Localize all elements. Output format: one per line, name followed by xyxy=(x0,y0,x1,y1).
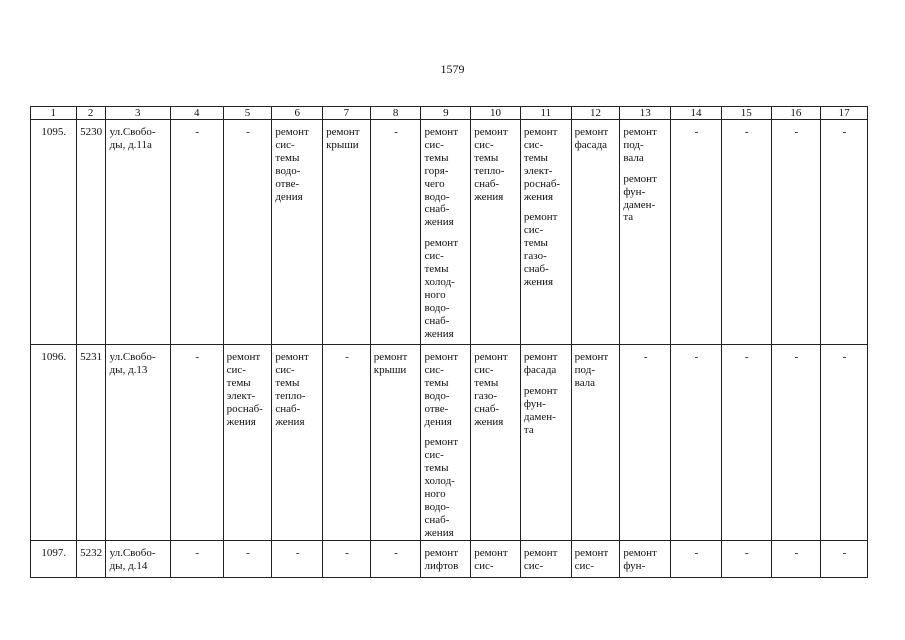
cell-text: - xyxy=(345,351,349,363)
table-cell xyxy=(272,120,323,345)
cell-text: ремонт фун- xyxy=(623,547,657,572)
table-cell xyxy=(323,120,371,345)
cell-text: ремонт сис- темы водо- отве- дения xyxy=(275,126,309,203)
table-cell xyxy=(721,120,771,345)
table-cell xyxy=(821,541,868,578)
table-cell xyxy=(471,541,521,578)
cell-text: ремонт лифтов xyxy=(424,547,459,572)
cell-text: 5230 xyxy=(80,126,103,138)
cell-text: 1097. xyxy=(41,547,67,559)
column-header: 12 xyxy=(571,107,620,120)
cell-text: - xyxy=(744,547,749,559)
cell-text: ремонт сис- xyxy=(574,547,609,572)
table-cell xyxy=(620,120,671,345)
cell-text: ремонт сис- темы водо- отве- дения xyxy=(424,351,459,428)
cell-text: ремонт фасада xyxy=(523,351,558,376)
cell-text: ремонт сис- темы элект- роснаб- жения xyxy=(523,126,561,203)
table-cell xyxy=(821,345,868,541)
table-cell xyxy=(771,120,821,345)
table-cell xyxy=(223,345,272,541)
table-cell xyxy=(31,541,77,578)
cell-text: - xyxy=(246,126,250,138)
table-cell xyxy=(520,345,571,541)
table-cell xyxy=(620,541,671,578)
column-header: 13 xyxy=(620,107,671,120)
table-cell xyxy=(370,120,421,345)
cell-text: ремонт сис- темы тепло- снаб- жения xyxy=(275,351,309,428)
column-header: 14 xyxy=(671,107,722,120)
cell-text: ремонт сис- xyxy=(523,547,558,572)
table-cell xyxy=(421,345,471,541)
cell-text: ремонт сис- темы элект- роснаб- жения xyxy=(226,351,263,428)
table-cell xyxy=(370,541,421,578)
table-cell xyxy=(272,541,323,578)
table-cell xyxy=(421,120,471,345)
table-cell xyxy=(571,120,620,345)
cell-text: ул.Свобо- ды, д.13 xyxy=(109,351,156,376)
cell-text: 5232 xyxy=(80,547,103,559)
table-cell xyxy=(721,345,771,541)
cell-text: ул.Свобо- ды, д.11а xyxy=(109,126,156,151)
cell-text: - xyxy=(694,547,699,559)
cell-text: ремонт под- вала xyxy=(574,351,609,389)
table-cell xyxy=(821,120,868,345)
cell-text: - xyxy=(345,547,349,559)
cell-text: ремонт сис- темы газо- снаб- жения xyxy=(474,351,508,428)
column-header: 2 xyxy=(76,107,105,120)
column-header: 6 xyxy=(272,107,323,120)
column-header: 9 xyxy=(421,107,471,120)
cell-text: - xyxy=(643,351,648,363)
column-header: 3 xyxy=(105,107,170,120)
table-cell xyxy=(721,541,771,578)
column-header: 10 xyxy=(471,107,521,120)
table-cell xyxy=(323,345,371,541)
repair-schedule-table xyxy=(30,106,868,578)
table-cell xyxy=(671,120,722,345)
cell-text: - xyxy=(794,126,799,138)
table-cell xyxy=(105,345,170,541)
table-cell xyxy=(76,345,105,541)
column-header: 7 xyxy=(323,107,371,120)
column-header: 5 xyxy=(223,107,272,120)
cell-text: - xyxy=(744,351,749,363)
cell-text: - xyxy=(842,126,847,138)
table-cell xyxy=(671,345,722,541)
table-cell xyxy=(76,120,105,345)
table-cell xyxy=(272,345,323,541)
table-cell xyxy=(771,541,821,578)
cell-text: - xyxy=(842,547,847,559)
table-cell xyxy=(105,120,170,345)
column-header: 11 xyxy=(520,107,571,120)
table-cell xyxy=(223,120,272,345)
table-cell xyxy=(421,541,471,578)
table-cell xyxy=(520,120,571,345)
table-row xyxy=(31,345,868,541)
cell-text: ремонт крыши xyxy=(373,351,408,376)
cell-text: ремонт фун- дамен- та xyxy=(523,384,558,436)
table-cell xyxy=(571,345,620,541)
cell-text: - xyxy=(295,547,300,559)
column-header: 4 xyxy=(170,107,223,120)
table-cell xyxy=(76,541,105,578)
cell-text: ремонт крыши xyxy=(326,126,360,151)
cell-text: ремонт сис- темы холод- ного водо- снаб- жения xyxy=(424,237,459,340)
cell-text: ремонт фасада xyxy=(574,126,609,151)
column-header: 8 xyxy=(370,107,421,120)
cell-text: 1095. xyxy=(41,126,67,138)
table-cell xyxy=(620,345,671,541)
table-cell xyxy=(771,345,821,541)
cell-text: - xyxy=(794,351,799,363)
table-cell xyxy=(170,345,223,541)
cell-text: 5231 xyxy=(80,351,103,363)
column-header: 1 xyxy=(31,107,77,120)
column-header: 17 xyxy=(821,107,868,120)
column-header: 16 xyxy=(771,107,821,120)
cell-text: - xyxy=(694,351,699,363)
cell-text: - xyxy=(394,547,398,559)
table-cell xyxy=(105,541,170,578)
cell-text: ремонт сис- темы холод- ного водо- снаб- жения xyxy=(424,436,459,539)
cell-text: ремонт под- вала xyxy=(623,126,657,164)
table-cell xyxy=(170,120,223,345)
cell-text: ремонт сис- темы тепло- снаб- жения xyxy=(474,126,508,203)
cell-text: - xyxy=(842,351,847,363)
table-cell xyxy=(323,541,371,578)
table-cell xyxy=(170,541,223,578)
table-cell xyxy=(223,541,272,578)
cell-text: - xyxy=(744,126,749,138)
table-cell xyxy=(571,541,620,578)
cell-text: ремонт сис- темы газо- снаб- жения xyxy=(523,211,558,288)
page-number: 1579 xyxy=(440,62,465,76)
cell-text: ремонт сис- темы горя- чего водо- снаб- жения xyxy=(424,126,459,229)
cell-text: ремонт фун- дамен- та xyxy=(623,172,657,224)
cell-text: - xyxy=(246,547,250,559)
cell-text: - xyxy=(694,126,699,138)
table-cell xyxy=(520,541,571,578)
cell-text: - xyxy=(394,126,398,138)
cell-text: ремонт сис- xyxy=(474,547,508,572)
table-cell xyxy=(370,345,421,541)
table-row xyxy=(31,541,868,578)
cell-text: ул.Свобо- ды, д.14 xyxy=(109,547,156,572)
cell-text: - xyxy=(195,351,200,363)
table-cell xyxy=(471,345,521,541)
cell-text: 1096. xyxy=(41,351,67,363)
table-cell xyxy=(671,541,722,578)
cell-text: - xyxy=(794,547,799,559)
table-cell xyxy=(471,120,521,345)
table-cell xyxy=(31,345,77,541)
column-header: 15 xyxy=(721,107,771,120)
cell-text: - xyxy=(195,126,200,138)
header-row xyxy=(31,107,868,120)
table-cell xyxy=(31,120,77,345)
table-row xyxy=(31,120,868,345)
cell-text: - xyxy=(195,547,200,559)
